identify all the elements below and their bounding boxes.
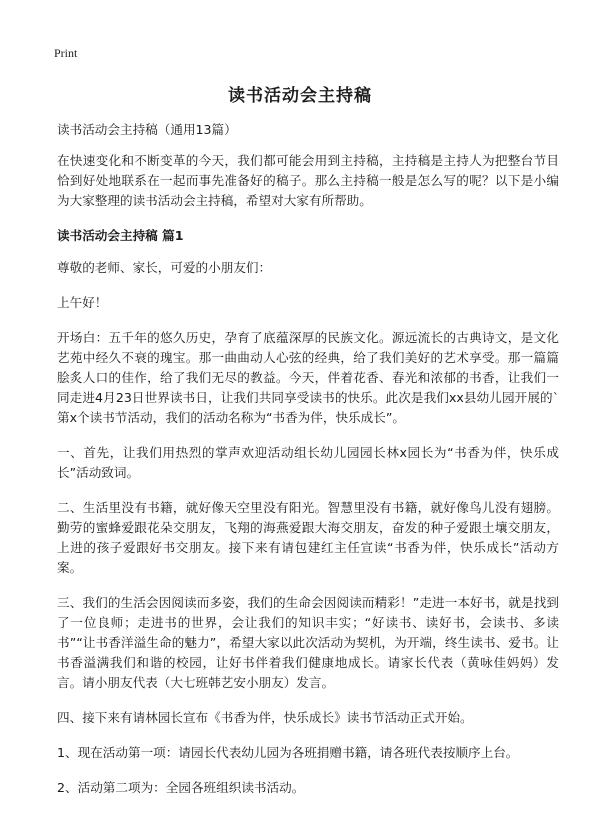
- section-heading: 读书活动会主持稿 篇1: [57, 228, 184, 243]
- paragraph: 1、现在活动第一项：请园长代表幼儿园为各班捐赠书籍，请各班代表按顺序上台。: [57, 745, 519, 760]
- paragraph: 开场白：五千年的悠久历史，孕育了底蕴深厚的民族文化。源远流长的古典诗文，是文化艺苑中经久不衰的瑰宝。那一曲曲动人心弦的经典，给了我们美好的艺术享受。那一篇篇脍炙人口的佳作，给了我们无尽的教益。今天，伴着花香、春光和浓郁的书香，让我们一同走进4月23日世界读书日，让我们共同享受读书的快乐。此次是我们xx县幼儿园开展的`第x个读书节活动，我们的活动名称为“书香为伴，快乐成长”。: [57, 330, 559, 425]
- paragraph: 一、首先，让我们用热烈的掌声欢迎活动组长幼儿园园长林x园长为“书香为伴，快乐成长”活动致词。: [57, 445, 559, 480]
- document-body: [57, 120, 559, 813]
- paragraph: 2、活动第二项为：全园各班组织读书活动。: [57, 780, 305, 795]
- paragraph: 上午好！: [57, 295, 108, 310]
- paragraph: 四、接下来有请林园长宣布《书香为伴，快乐成长》读书节活动正式开始。: [57, 710, 473, 725]
- print-link[interactable]: Print: [54, 46, 78, 60]
- paragraph: 二、生活里没有书籍，就好像天空里没有阳光。智慧里没有书籍，就好像鸟儿没有翅膀。勤劳的蜜蜂爱跟花朵交朋友，飞翔的海燕爱跟大海交朋友，奋发的种子爱跟土壤交朋友，上进的孩子爱跟好书交朋友。接下来有请包建红主任宣读“书香为伴，快乐成长”活动方案。: [57, 500, 559, 575]
- paragraph: 三、我们的生活会因阅读而多姿，我们的生命会因阅读而精彩！”走进一本好书，就是找到了一位良师；走进书的世界，会让我们的知识丰实；“好读书、读好书，会读书、多读书”“让书香洋溢生命的魅力”，希望大家以此次活动为契机，为开端，终生读书、爱书。让书香溢满我们和谐的校园，让好书伴着我们健康地成长。请家长代表（黄咏佳妈妈）发言。请小朋友代表（大七班韩艺安小朋友）发言。: [57, 595, 559, 690]
- paragraph: 尊敬的老师、家长，可爱的小朋友们：: [57, 260, 272, 275]
- document-subtitle: 读书活动会主持稿（通用13篇）: [57, 122, 237, 137]
- page-title: 读书活动会主持稿: [228, 86, 372, 106]
- intro-paragraph: 在快速变化和不断变革的今天，我们都可能会用到主持稿，主持稿是主持人为把整台节目恰到好处地联系在一起而事先准备好的稿子。那么主持稿一般是怎么写的呢？以下是小编为大家整理的读书活动会主持稿，希望对大家有所帮助。: [57, 153, 559, 208]
